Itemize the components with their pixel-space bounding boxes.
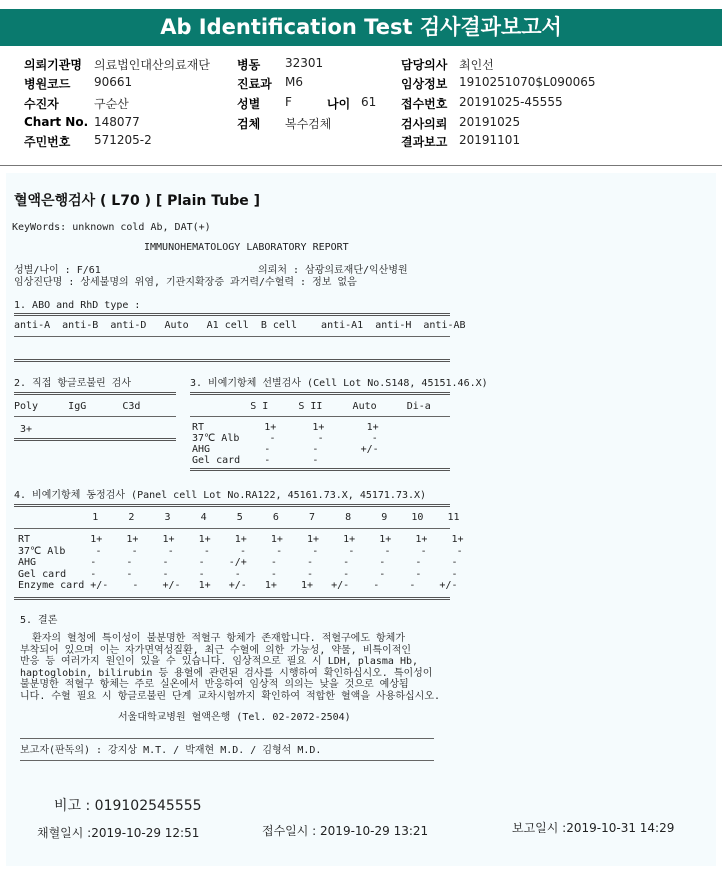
keywords: KeyWords: unknown cold Ab, DAT(+)	[12, 222, 211, 233]
screen-top-rule	[190, 392, 450, 395]
panel-title: 4. 비예기항체 동정검사 (Panel cell Lot No.RA122, 45161.73.X, 45171.73.X)	[14, 490, 427, 501]
header-ward: 병동 32301	[237, 56, 324, 72]
abo-title: 1. ABO and RhD type :	[14, 300, 141, 311]
abo-top-rule	[14, 313, 450, 316]
dat-mid-rule	[14, 416, 176, 417]
panel-rows: RT 1+ 1+ 1+ 1+ 1+ 1+ 1+ 1+ 1+ 1+ 1+ 37℃ Alb - - - - - - - - - - - AHG - - - - -/+ - - - - - - Gel card - - - - - - - - - - - Enzyme card +/- - +/- 1+ +/- 1+ 1+ +/- - - +/-	[18, 534, 464, 591]
header-receipt-no: 접수번호 20191025-45555	[401, 95, 563, 111]
section-title: 혈액은행검사 ( L70 ) [ Plain Tube ]	[14, 193, 261, 209]
header-resident-no: 주민번호 571205-2	[24, 133, 152, 149]
received-time: 접수일시 : 2019-10-29 13:21	[262, 824, 429, 838]
header-sex: 성별 F	[237, 95, 292, 111]
report-title: Ab Identification Test 검사결과보고서	[0, 9, 722, 46]
reporter-top-rule	[20, 738, 434, 739]
header-request-date: 검사의뢰 20191025	[401, 115, 521, 131]
conclusion-text: 환자의 혈청에 특이성이 불분명한 적혈구 항체가 존재합니다. 적혈구에도 항체가 부착되어 있으며 이는 자가면역성질환, 최근 수혈에 의한 가능성, 약물, 비특이적인 반응 등 여러가지 원인이 있을 수 있습니다. 임상적으로 필요 시 LDH, plasma Hb, haptoglobin, bilirubin 등 용혈에 관련된 검사를 시행하여 확인하십시오. 특이성이 불분명한 적혈구 항체는 주로 실온에서 반응하여 임상적 의의는 낮을 것으로 예상됨 니다. 수혈 필요 시 항글로불린 단계 교차시험까지 확인하여 적합한 혈액을 사용하십시오.	[20, 633, 441, 702]
header-chart-no: Chart No. 148077	[24, 115, 140, 129]
blood-bank-contact: 서울대학교병원 혈액은행 (Tel. 02-2072-2504)	[118, 712, 351, 723]
abo-mid-rule	[14, 336, 450, 337]
header-clinical-info: 임상정보 1910251070$L090065	[401, 75, 596, 91]
dat-bottom-rule	[14, 438, 176, 441]
header-agency: 의뢰기관명 의료법인대산의료재단	[24, 58, 210, 72]
diagnosis-line: 임상진단명 : 상세불명의 위염, 기관지확장증 과거력/수혈력 : 정보 없음	[14, 277, 357, 288]
reporter-line: 보고자(판독의) : 강지상 M.T. / 박재현 M.D. / 김형석 M.D.	[20, 745, 322, 756]
dat-title: 2. 직접 항글로불린 검사	[14, 378, 132, 389]
panel-mid-rule	[14, 528, 450, 529]
screen-rows: RT 1+ 1+ 1+ 37℃ Alb - - - AHG - - +/- Gel card - -	[192, 422, 379, 466]
dat-header: Poly IgG C3d	[14, 401, 141, 412]
header-age: 나이 61	[327, 95, 377, 111]
panel-top-rule	[14, 504, 450, 507]
header-department: 진료과 M6	[237, 75, 303, 91]
requester-line: 의뢰처 : 삼광의료재단/익산병원	[258, 265, 408, 276]
conclusion-title: 5. 결론	[20, 615, 58, 626]
header-patient: 수진자 구순산	[24, 97, 129, 111]
abo-bottom-rule	[14, 359, 450, 362]
header-divider	[0, 165, 722, 166]
screen-mid-rule	[190, 416, 450, 417]
screen-bottom-rule	[190, 468, 450, 471]
reported-time: 보고일시 :2019-10-31 14:29	[512, 821, 675, 835]
abo-header: anti-A anti-B anti-D Auto A1 cell B cell anti-A1 anti-H anti-AB	[14, 320, 466, 331]
reporter-bottom-rule	[20, 760, 434, 761]
header-report-date: 결과보고 20191101	[401, 133, 521, 149]
remark: 비고 : 019102545555	[54, 798, 202, 814]
collected-time: 채혈일시 :2019-10-29 12:51	[37, 826, 200, 840]
header-doctor: 담당의사 최인선	[401, 58, 494, 72]
header-hospital-code: 병원코드 90661	[24, 75, 133, 91]
lab-report-title: IMMUNOHEMATOLOGY LABORATORY REPORT	[144, 242, 349, 253]
panel-bottom-rule	[14, 597, 450, 600]
dat-top-rule	[14, 392, 176, 395]
screen-header: S I S II Auto Di-a	[190, 401, 431, 412]
screen-title: 3. 비예기항체 선별검사 (Cell Lot No.S148, 45151.46.X)	[190, 378, 488, 389]
panel-header: 1 2 3 4 5 6 7 8 9 10 11	[14, 512, 460, 523]
dat-result: 3+	[20, 424, 33, 435]
header-specimen: 검체 복수검체	[237, 117, 332, 131]
patient-line: 성별/나이 : F/61	[14, 265, 101, 276]
